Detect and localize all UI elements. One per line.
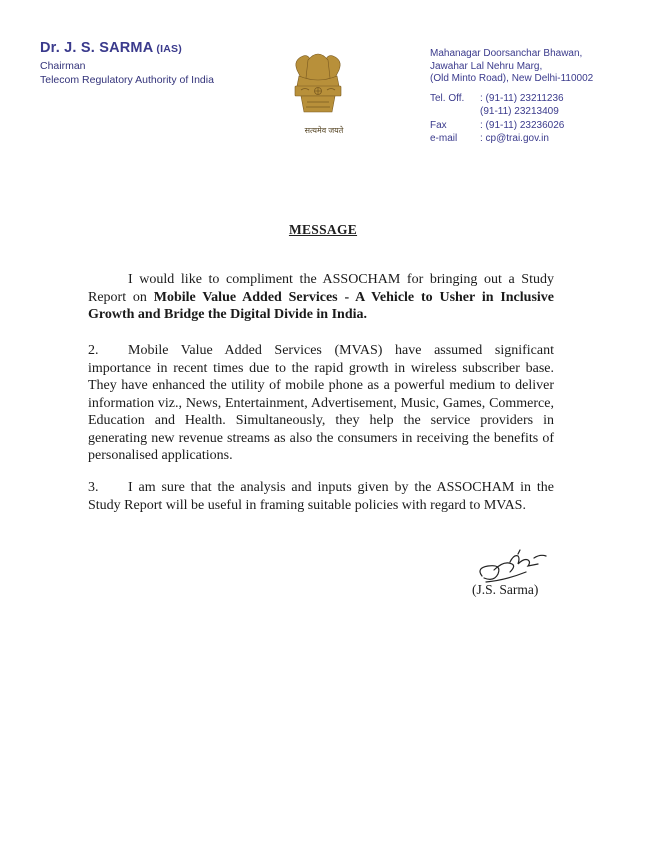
contact-row-telephone <box>430 92 593 106</box>
paragraph-text: Mobile Value Added Services (MVAS) have assumed significant importance in recent times due to the rapid growth in wireless subscriber base. They have enhanced the utility of mobile phone as a powerful medium to deliver information viz., News, Entertainment, Advertisement, Music, Games, Commerce, Education and Health. Simultaneously, they help the service providers in generating new revenue streams as also the consumers in receiving the benefits of personalised applications. <box>88 343 554 463</box>
paragraph-text: I would like to compliment the ASSOCHAM for bringing out a Study Report on <box>88 272 554 305</box>
contact-label <box>430 105 480 119</box>
message-paragraph-1 <box>88 271 554 324</box>
address-line: (Old Minto Road), New Delhi-110002 <box>430 73 594 84</box>
message-paragraph-3 <box>88 479 554 514</box>
sender-organization: Telecom Regulatory Authority of India <box>40 74 214 86</box>
contact-value: : (91-11) 23236026 <box>480 119 565 131</box>
contact-value: : (91-11) 23211236 <box>480 92 564 104</box>
contact-value: : cp@trai.gov.in <box>480 133 549 144</box>
letterhead-sender <box>40 40 214 86</box>
sender-name <box>40 40 214 56</box>
contact-details <box>430 92 593 146</box>
paragraph-number: 2. <box>88 343 99 358</box>
signatory-name: (J.S. Sarma) <box>472 582 539 597</box>
message-paragraph-2 <box>88 342 554 465</box>
paragraph-text: I am sure that the analysis and inputs given by the ASSOCHAM in the Study Report will be useful in framing suitable policies with regard to MVAS. <box>88 480 554 513</box>
paragraph-number: 3. <box>88 480 99 495</box>
contact-value: (91-11) 23213409 <box>480 106 559 117</box>
contact-label: e-mail <box>430 133 458 144</box>
message-heading: MESSAGE <box>288 222 358 237</box>
contact-row-telephone-2 <box>430 105 593 119</box>
letterhead-address <box>430 48 593 146</box>
report-title: Mobile Value Added Services - A Vehicle to Usher in Inclusive Growth and Bridge the Digital Divide in India. <box>88 289 554 322</box>
address-line: Mahanagar Doorsanchar Bhawan, <box>430 48 583 59</box>
sender-title: Chairman <box>40 60 86 72</box>
address-line: Jawahar Lal Nehru Marg, <box>430 60 543 72</box>
contact-label: Fax <box>430 119 447 131</box>
contact-row-fax <box>430 119 593 133</box>
contact-label: Tel. Off. <box>430 92 465 104</box>
contact-row-email <box>430 132 593 146</box>
sender-name-text: Dr. J. S. SARMA <box>40 40 154 56</box>
sender-suffix: (IAS) <box>156 43 182 55</box>
emblem-motto: सत्यमेव जयते <box>304 126 344 135</box>
